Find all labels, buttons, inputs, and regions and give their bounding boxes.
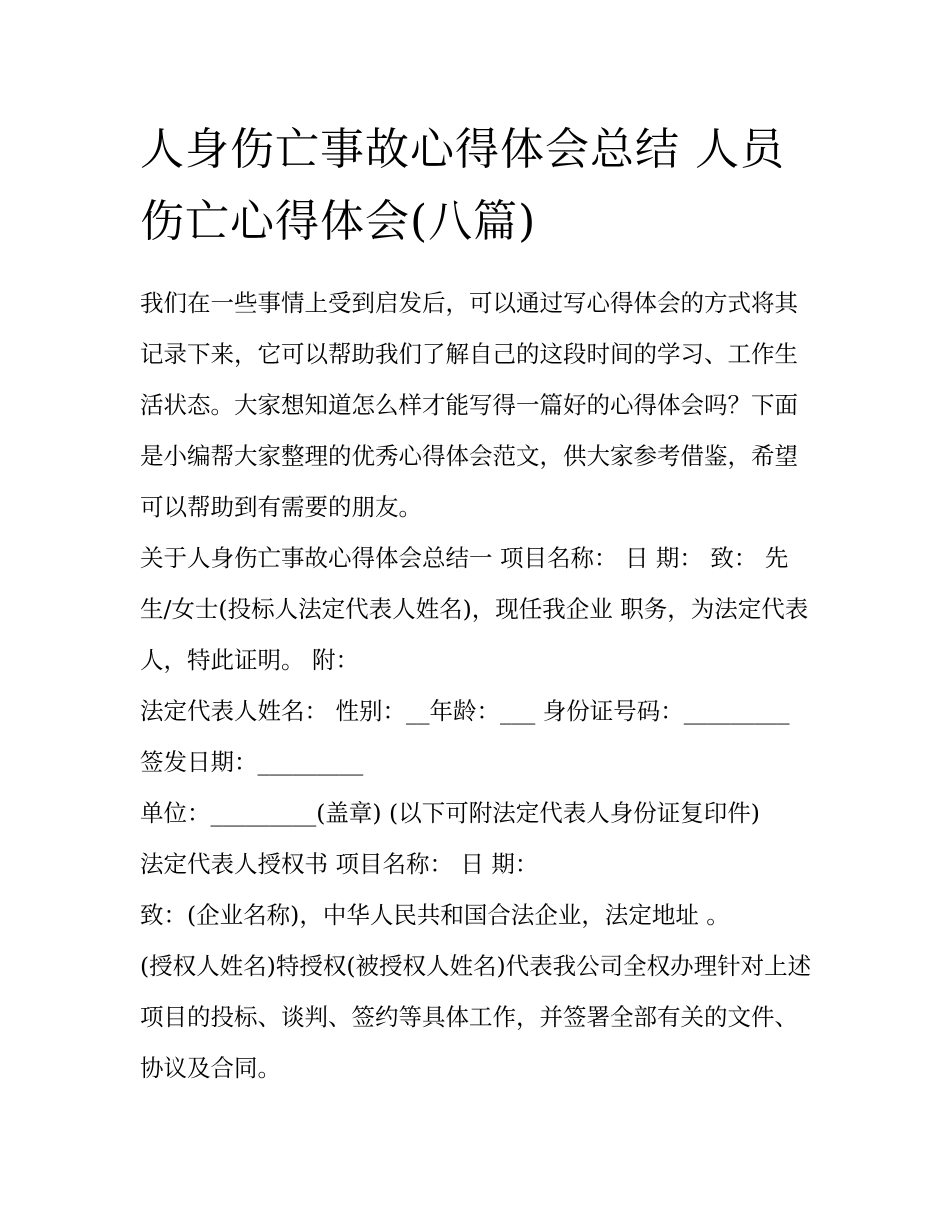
authorization-body-paragraph: (授权人姓名)特授权(被授权人姓名)代表我公司全权办理针对上述项目的投标、谈判、签约等具体工作，并签署全部有关的文件、协议及合同。 bbox=[140, 952, 812, 1082]
authorization-heading-paragraph: 法定代表人授权书 项目名称： 日 期： bbox=[140, 850, 539, 878]
unit-seal-paragraph: 单位：_________(盖章) (以下可附法定代表人身份证复印件) bbox=[140, 799, 760, 827]
addressee-paragraph: 致：(企业名称)，中华人民共和国合法企业，法定地址 。 bbox=[140, 901, 730, 929]
document-body bbox=[140, 114, 815, 1094]
intro-paragraph: 我们在一些事情上受到启发后，可以通过写心得体会的方式将其记录下来，它可以帮助我们了解自己的这段时间的学习、工作生活状态。大家想知道怎么样才能写得一篇好的心得体会吗？下面是小编帮大家整理的优秀心得体会范文，供大家参考借鉴，希望可以帮助到有需要的朋友。 bbox=[140, 289, 798, 521]
document-title: 人身伤亡事故心得体会总结 人员伤亡心得体会(八篇) bbox=[140, 124, 785, 247]
representative-info-paragraph: 法定代表人姓名： 性别：__年龄：___ 身份证号码：_________ 签发日期：_________ bbox=[140, 697, 790, 776]
section-one-paragraph: 关于人身伤亡事故心得体会总结一 项目名称： 日 期： 致： 先生/女士(投标人法定代表人姓名)，现任我企业 职务，为法定代表人，特此证明。 附： bbox=[140, 544, 809, 674]
